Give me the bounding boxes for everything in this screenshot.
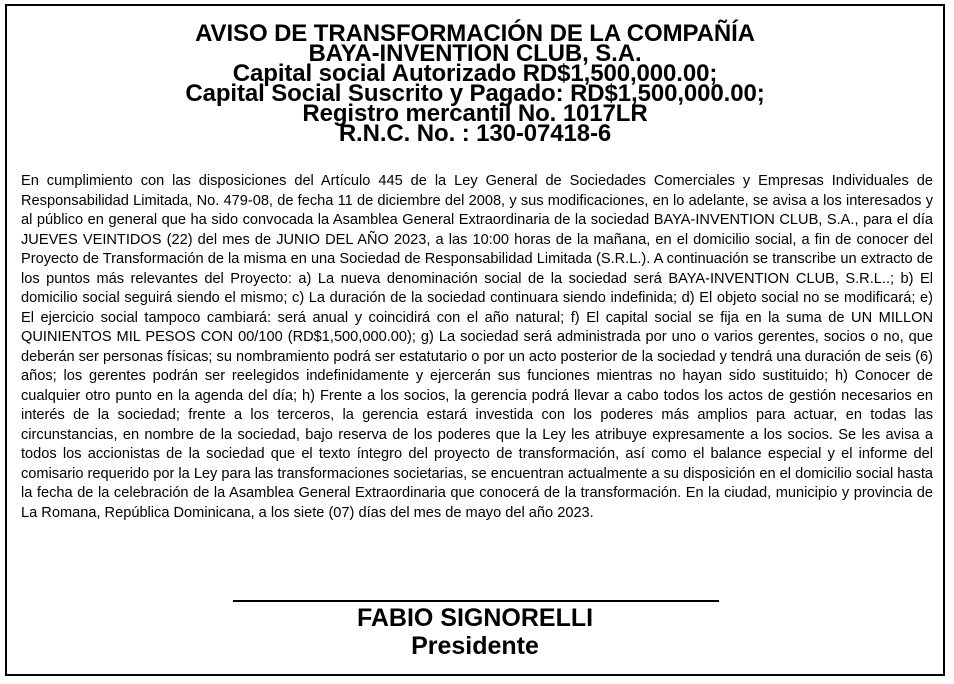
signatory-title: Presidente <box>411 632 539 660</box>
notice-title: AVISO DE TRANSFORMACIÓN DE LA COMPAÑÍA <box>195 20 755 47</box>
notice-body: En cumplimiento con las disposiciones del Artículo 445 de la Ley General de Sociedades Comerciales y Empresas Individuales de Responsabilidad Limitada, No. 479-08, de fecha 11 de diciembre del 2008, y sus modificaciones, en lo adelante, se avisa a los interesados y al público en general que ha sido convocada la Asamblea General Extraordinaria de la sociedad BAYA-INVENTION CLUB, S.A., para el día JUEVES VEINTIDOS (22) del mes de JUNIO DEL AÑO 2023, a las 10:00 horas de la mañana, en el domicilio social, a fin de conocer del Proyecto de Transformación de la misma en una Sociedad de Responsabilidad Limitada (S.R.L.). A continuación se transcribe un extracto de los puntos más relevantes del Proyecto: a) La nueva denominación social de la sociedad será BAYA-INVENTION CLUB, S.R.L..; b) El domicilio social seguirá siendo el mismo; c) La duración de la sociedad continuara siendo indefinida; d) El objeto social no se modificará; e) El ejercicio social tampoco cambiará: será anual y coincidirá con el año natural; f) El capital social se fija en la suma de UN MILLON QUINIENTOS MIL PESOS CON 00/100 (RD$1,500,000.00); g) La sociedad será administrada por uno o varios gerentes, socios o no, que deberán ser personas físicas; su nombramiento podrá ser estatutario o por un acto posterior de la sociedad y tendrá una duración de seis (6) años; los gerentes podrán ser reelegidos indefinidamente y ejercerán sus funciones mientras no hayan sido sustituido; h) Conocer de cualquier otro punto en la agenda del día; h) Frente a los socios, la gerencia podrá llevar a cabo todos los actos de gestión necesarios en interés de la sociedad; frente a los terceros, la gerencia estará investida con los poderes más amplios para actuar, en todas las circunstancias, en nombre de la sociedad, bajo reserva de los poderes que la Ley les atribuye expresamente a los socios. Se les avisa a todos los accionistas de la sociedad que el texto íntegro del proyecto de transformación, así como el balance especial y el informe del comisario requerido por la Ley para las transformaciones societarias, se encuentran actualmente a su disposición en el domicilio social hasta la fecha de la celebración de la Asamblea General Extraordinaria que conocerá de la transformación. En la ciudad, municipio y provincia de La Romana, República Dominicana, a los siete (07) días del mes de mayo del año 2023. <box>21 173 933 521</box>
notice-header <box>7 20 943 147</box>
signature-line <box>233 600 719 602</box>
notice-frame <box>5 4 945 676</box>
rnc-number: R.N.C. No. : 130-07418-6 <box>338 120 612 147</box>
capital-authorized: Capital social Autorizado RD$1,500,000.00; <box>232 60 718 87</box>
signatory-name: FABIO SIGNORELLI <box>356 604 594 632</box>
registry-number: Registro mercantil No. 1017LR <box>302 100 648 127</box>
capital-subscribed: Capital Social Suscrito y Pagado: RD$1,500,000.00; <box>185 80 765 107</box>
company-name: BAYA-INVENTION CLUB, S.A. <box>308 40 642 67</box>
